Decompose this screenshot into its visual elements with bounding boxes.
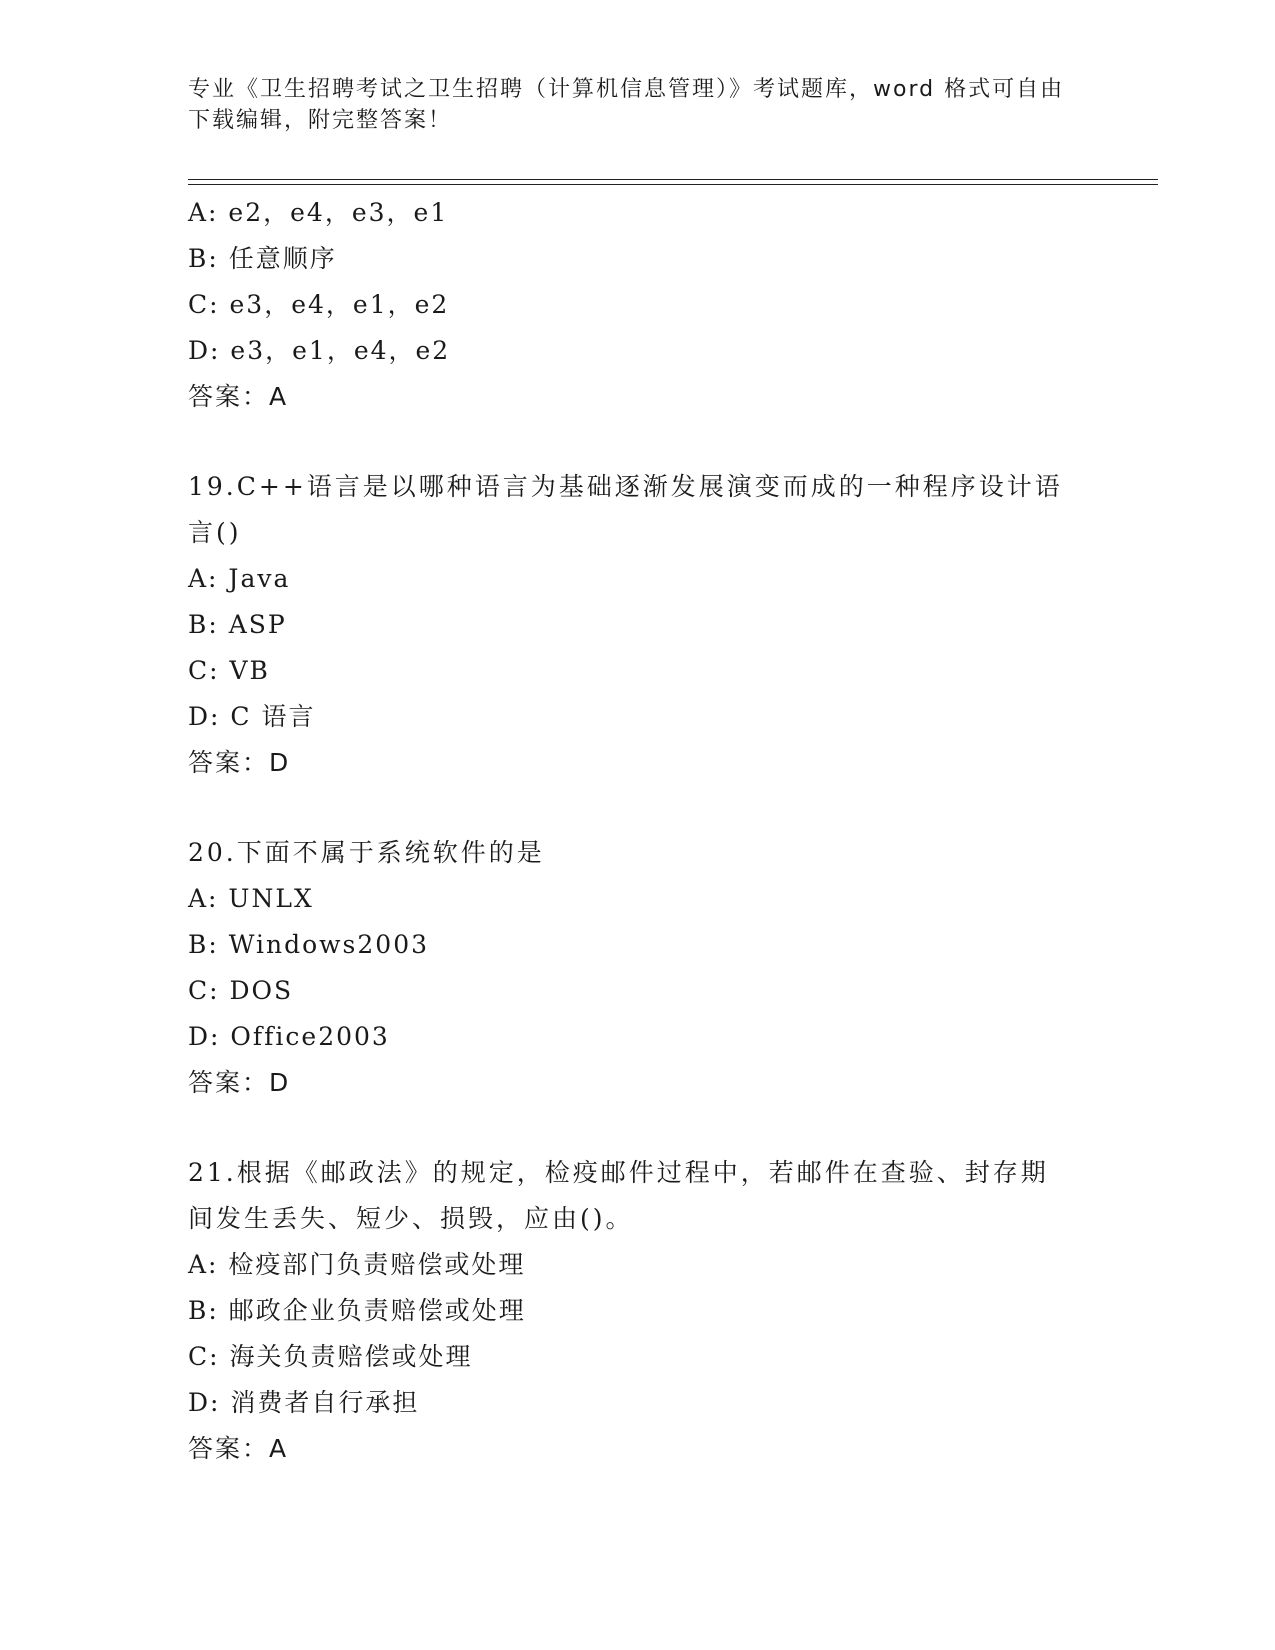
answer: 答案：D	[188, 1068, 291, 1097]
answer: 答案：D	[188, 748, 291, 777]
question-text: 20.下面不属于系统软件的是	[188, 838, 545, 867]
question-18-block	[188, 190, 1088, 420]
question-21-block	[188, 1150, 1088, 1472]
question-text: 19.C++语言是以哪种语言为基础逐渐发展演变而成的一种程序设计语言()	[188, 472, 1063, 547]
option-a: A: UNLX	[188, 884, 314, 913]
option-b: B: 邮政企业负责赔偿或处理	[188, 1296, 526, 1325]
option-c: C: DOS	[188, 976, 294, 1005]
answer: 答案：A	[188, 382, 289, 411]
option-a: A: e2，e4，e3，e1	[188, 198, 449, 227]
option-c: C: e3，e4，e1，e2	[188, 290, 450, 319]
question-19-block	[188, 464, 1088, 786]
header-divider-bottom	[188, 184, 1158, 185]
question-list	[188, 190, 1088, 1472]
option-a: A: 检疫部门负责赔偿或处理	[188, 1250, 526, 1279]
option-d: D: 消费者自行承担	[188, 1388, 420, 1417]
header-divider-top	[188, 179, 1158, 180]
option-c: C: VB	[188, 656, 270, 685]
option-b: B: Windows2003	[188, 930, 430, 959]
option-d: D: e3，e1，e4，e2	[188, 336, 451, 365]
option-b: B: 任意顺序	[188, 244, 337, 273]
document-header: 专业《卫生招聘考试之卫生招聘（计算机信息管理）》考试题库，word 格式可自由下载编辑，附完整答案！	[188, 77, 1065, 133]
option-a: A: Java	[188, 564, 291, 593]
option-d: D: Office2003	[188, 1022, 390, 1051]
option-c: C: 海关负责赔偿或处理	[188, 1342, 473, 1371]
question-20-block	[188, 830, 1088, 1106]
question-text: 21.根据《邮政法》的规定，检疫邮件过程中，若邮件在查验、封存期间发生丢失、短少、损毁，应由()。	[188, 1158, 1049, 1233]
answer: 答案：A	[188, 1434, 289, 1463]
option-d: D: C 语言	[188, 702, 316, 731]
option-b: B: ASP	[188, 610, 287, 639]
